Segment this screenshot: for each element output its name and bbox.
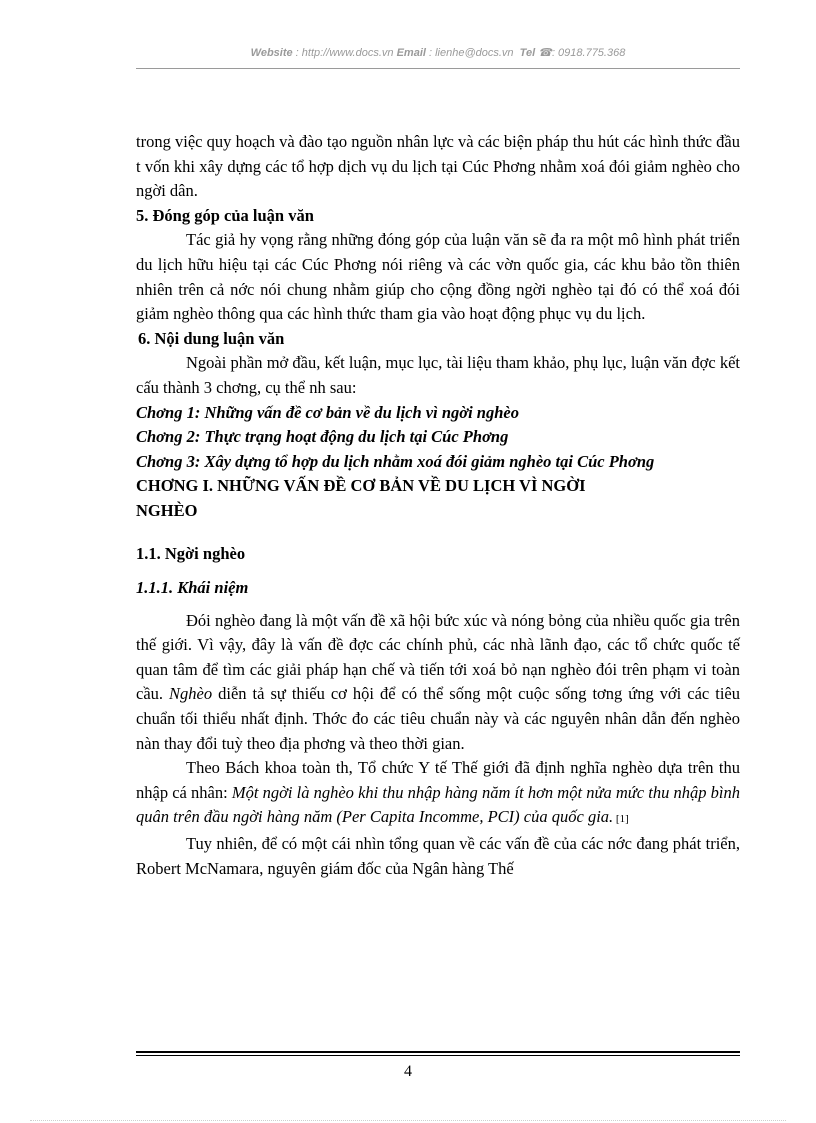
chapter-title-line-2: NGHÈO xyxy=(136,500,198,520)
paragraph-4-text-a: Đói nghèo đang là một vấn đề xã hội bức xúc và nóng bỏng của nhiều quốc gia trên thế giới. Vì vậy, đây là vấn đề đợc các chính phủ, các nhà lãnh đạo, các tổ chức quốc tế quan tâm để tìm các giải pháp hạn chế và tiến tới xoá bỏ nạn nghèo đói trên phạm vi toàn cầu. xyxy=(136,610,740,704)
paragraph-5 xyxy=(136,756,740,832)
paragraph-5-text: Theo Bách khoa toàn th, Tổ chức Y tế Thế giới đã định nghĩa nghèo dựa trên thu nhập cá nhân: xyxy=(136,758,740,802)
paragraph-4 xyxy=(136,609,740,757)
paragraph-3: Ngoài phần mở đầu, kết luận, mục lục, tài liệu tham khảo, phụ lục, luận văn đợc kết cấu thành 3 chơng, cụ thể nh sau: xyxy=(136,353,740,397)
document-body xyxy=(136,130,740,881)
chapter-title-line-1: CHƠNG I. NHỮNG VẤN ĐỀ CƠ BẢN VỀ DU LỊCH VÌ NGỜI xyxy=(136,476,586,496)
website-url[interactable]: http://www.docs.vn xyxy=(301,47,394,59)
chapter-3-line: Chơng 3: Xây dựng tổ hợp du lịch nhằm xoá đói giảm nghèo tại Cúc Phơng xyxy=(136,451,655,471)
section-1-1: 1.1. Ngời nghèo xyxy=(136,543,246,563)
chapter-1-line: Chơng 1: Những vấn đề cơ bản về du lịch vì ngời nghèo xyxy=(136,402,519,422)
page-number: 4 xyxy=(404,1063,412,1080)
paragraph-6: Tuy nhiên, để có một cái nhìn tổng quan về các vấn đề của các nớc đang phát triển, Robert McNamara, nguyên giám đốc của Ngân hàng Thế xyxy=(136,834,740,878)
phone-icon: ☎ xyxy=(538,47,552,59)
email-value[interactable]: lienhe@docs.vn xyxy=(435,47,514,59)
chapter-2-line: Chơng 2: Thực trạng hoạt động du lịch tại Cúc Phơng xyxy=(136,427,509,447)
footer-rule-thin xyxy=(136,1055,740,1056)
paragraph-2: Tác giả hy vọng rằng những đóng góp của luận văn sẽ đa ra một mô hình phát triển du lịch hữu hiệu tại các Cúc Phơng nói riêng và các vờn quốc gia, các khu bảo tồn thiên nhiên trên cả nớc nói chung nhằm giúp cho cộng đồng ngời nghèo tại đó có thể xoá đói giảm nghèo thông qua các hình thức tham gia vào hoạt động phục vụ du lịch. xyxy=(136,230,740,324)
footer-rule-thick xyxy=(136,1051,740,1053)
paragraph-5-quote: Một ngời là nghèo khi thu nhập hàng năm ít hơn một nửa mức thu nhập bình quân trên đầu ngời hàng năm (Per Capita Incomme, PCI) của quốc gia. xyxy=(136,782,740,827)
citation: [1] xyxy=(613,813,629,826)
spacer xyxy=(136,601,740,609)
website-label: Website xyxy=(250,47,293,59)
paragraph-4-italic: Nghèo xyxy=(169,684,213,704)
spacer xyxy=(136,524,740,542)
email-label: Email xyxy=(396,47,426,59)
paragraph-4-text-b: diễn tả sự thiếu cơ hội để có thể sống một cuộc sống tơng ứng với các tiêu chuẩn tối thiểu nhất định. Thớc đo các tiêu chuẩn này và các nguyên nhân dẫn đến nghèo nàn thay đổi tuỳ theo địa phơng và theo thời gian. xyxy=(136,684,740,753)
page-header xyxy=(136,46,740,69)
heading-content: 6. Nội dung luận văn xyxy=(138,328,285,348)
heading-contribution: 5. Đóng góp của luận văn xyxy=(136,205,314,225)
spacer xyxy=(136,566,740,576)
email-sep: : xyxy=(425,47,436,59)
paragraph-1: trong việc quy hoạch và đào tạo nguồn nhân lực và các biện pháp thu hút các hình thức đầu t vốn khi xây dựng các tổ hợp dịch vụ du lịch tại Cúc Phơng nhằm xoá đói giảm nghèo cho ngời dân. xyxy=(136,132,740,201)
tel-label: Tel xyxy=(519,47,536,59)
page-edge-divider xyxy=(30,1120,786,1121)
website-sep: : xyxy=(292,47,302,59)
tel-value: : 0918.775.368 xyxy=(551,47,626,59)
section-1-1-1: 1.1.1. Khái niệm xyxy=(136,578,249,598)
